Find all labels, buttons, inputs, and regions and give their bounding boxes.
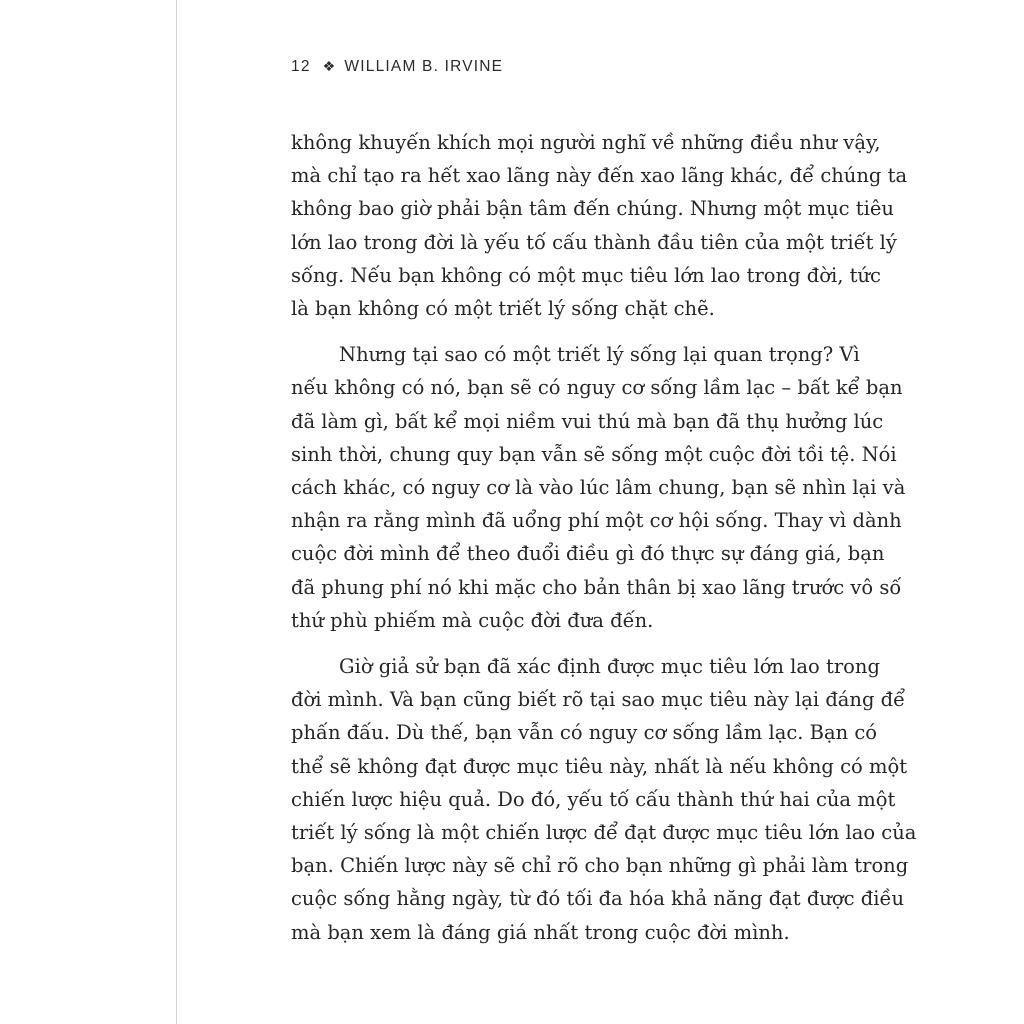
text-line: cách khác, có nguy cơ là vào lúc lâm chung, bạn sẽ nhìn lại và [291,476,906,500]
running-header [291,58,503,76]
text-line: Giờ giả sử bạn đã xác định được mục tiêu lớn lao trong [339,655,880,679]
text-line: triết lý sống là một chiến lược để đạt được mục tiêu lớn lao của [291,821,917,845]
text-line: thứ phù phiếm mà cuộc đời đưa đến. [291,608,654,632]
text-line: cuộc đời mình để theo đuổi điều gì đó thực sự đáng giá, bạn [291,542,885,566]
text-line: không khuyến khích mọi người nghĩ về những điều như vậy, [291,131,881,154]
text-line: chiến lược hiệu quả. Do đó, yếu tố cấu thành thứ hai của một [291,787,896,811]
body-text [291,126,917,949]
text-line: Nhưng tại sao có một triết lý sống lại quan trọng? Vì [339,343,860,367]
text-line: đời mình. Và bạn cũng biết rõ tại sao mục tiêu này lại đáng để [291,688,906,712]
text-line: cuộc sống hằng ngày, từ đó tối đa hóa khả năng đạt được điều [291,887,905,911]
paragraph [291,650,917,949]
text-line: mà bạn xem là đáng giá nhất trong cuộc đời mình. [291,920,790,944]
running-header-author: WILLIAM B. IRVINE [344,58,504,75]
text-line: sinh thời, chung quy bạn vẫn sẽ sống một cuộc đời tồi tệ. Nói [291,442,897,466]
text-line: phấn đấu. Dù thế, bạn vẫn có nguy cơ sống lầm lạc. Bạn có [291,721,878,745]
text-line: mà chỉ tạo ra hết xao lãng này đến xao lãng khác, để chúng ta [291,164,908,188]
text-line: lớn lao trong đời là yếu tố cấu thành đầu tiên của một triết lý [291,230,897,254]
text-line: đã phung phí nó khi mặc cho bản thân bị xao lãng trước vô số [291,575,902,599]
text-line: bạn. Chiến lược này sẽ chỉ rõ cho bạn những gì phải làm trong [291,854,909,878]
paragraph [291,126,908,325]
text-line: nếu không có nó, bạn sẽ có nguy cơ sống lầm lạc – bất kể bạn [291,376,903,400]
text-line: đã làm gì, bất kể mọi niềm vui thú mà bạn đã thụ hưởng lúc [291,409,884,433]
paragraph [291,338,906,637]
text-line: sống. Nếu bạn không có một mục tiêu lớn lao trong đời, tức [291,263,881,287]
text-line: là bạn không có một triết lý sống chặt chẽ. [291,297,715,321]
page-number: 12 [291,58,311,75]
text-line: không bao giờ phải bận tâm đến chúng. Nhưng một mục tiêu [291,197,894,221]
page-gutter-line [176,0,177,1024]
text-line: thể sẽ không đạt được mục tiêu này, nhất là nếu không có một [291,754,908,778]
text-line: nhận ra rằng mình đã uổng phí một cơ hội sống. Thay vì dành [291,509,902,533]
ornament-icon: ❖ [322,58,337,74]
